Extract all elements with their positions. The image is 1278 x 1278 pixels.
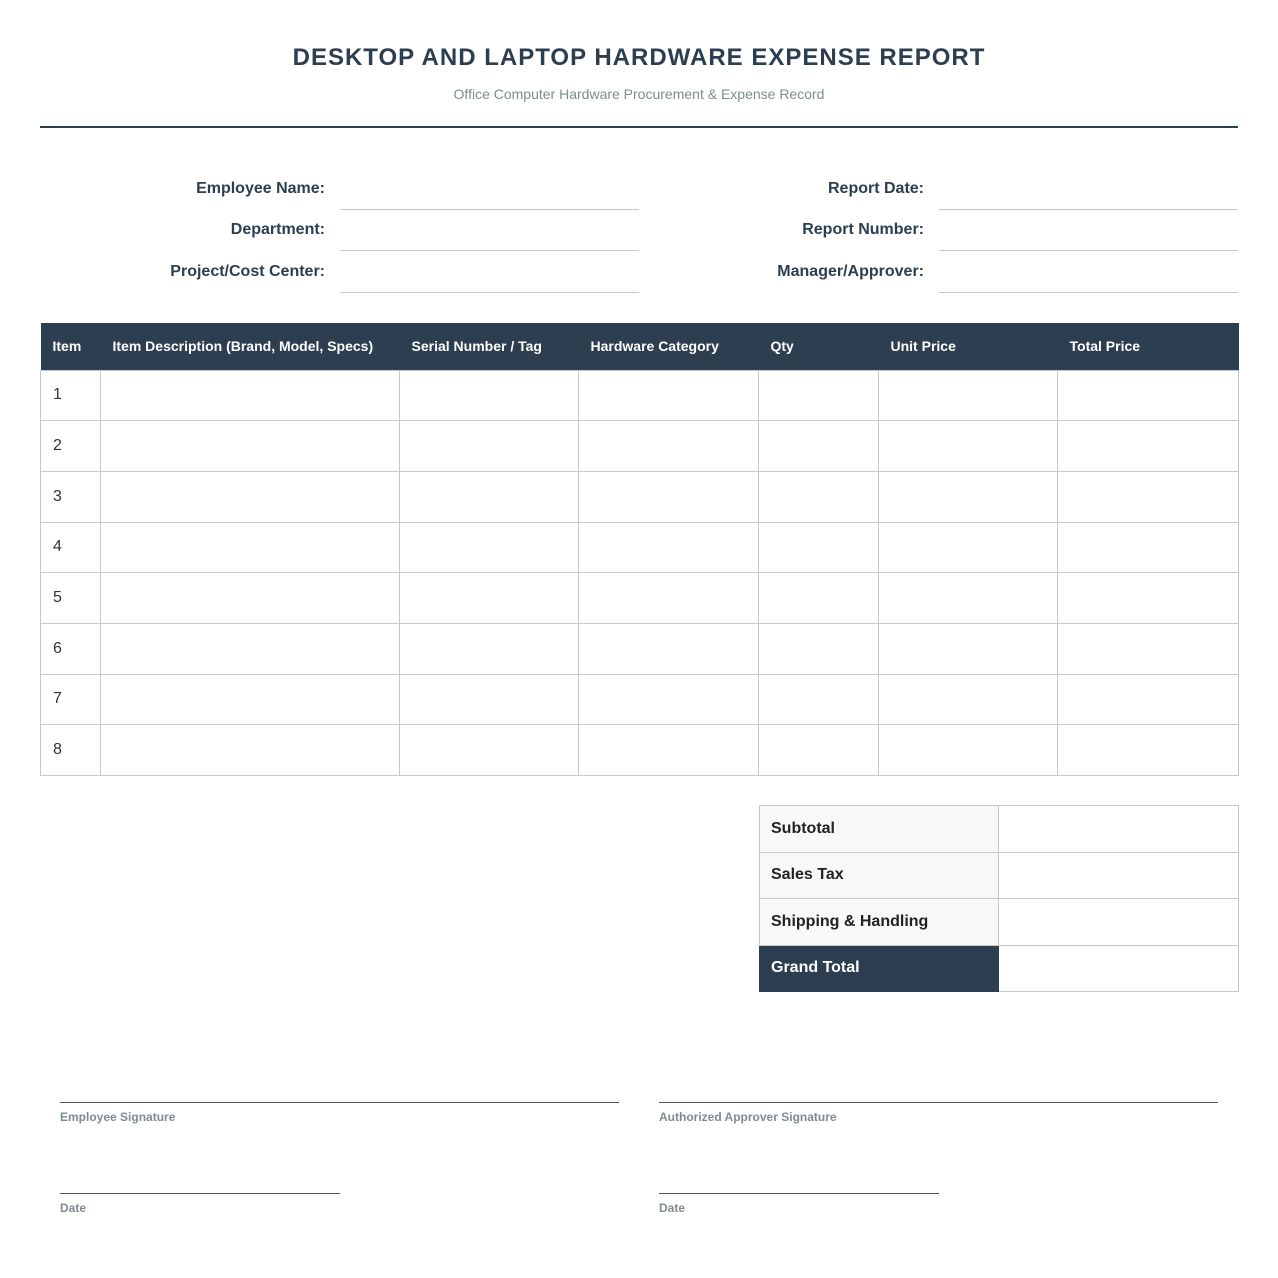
item-number: 3 xyxy=(41,471,101,522)
unit-price-cell[interactable] xyxy=(879,573,1058,624)
serial-cell[interactable] xyxy=(400,573,579,624)
qty-cell[interactable] xyxy=(759,421,879,472)
approver-date-label: Date xyxy=(659,1201,686,1215)
grand-total-row xyxy=(760,945,1239,992)
category-cell[interactable] xyxy=(579,471,759,522)
table-header-row xyxy=(41,323,1239,370)
total-price-cell[interactable] xyxy=(1058,522,1239,573)
unit-price-cell[interactable] xyxy=(879,623,1058,674)
table-row xyxy=(41,370,1239,421)
employee-date-line[interactable] xyxy=(60,1193,340,1194)
unit-price-cell[interactable] xyxy=(879,725,1058,776)
employee-name-field[interactable] xyxy=(340,209,639,210)
page-subtitle: Office Computer Hardware Procurement & Expense Record xyxy=(453,86,825,102)
serial-cell[interactable] xyxy=(400,522,579,573)
column-header-description: Item Description (Brand, Model, Specs) xyxy=(101,323,400,370)
total-price-cell[interactable] xyxy=(1058,421,1239,472)
category-cell[interactable] xyxy=(579,725,759,776)
sales-tax-value[interactable] xyxy=(999,852,1239,899)
report-header xyxy=(40,0,1238,128)
manager-approver-field[interactable] xyxy=(939,292,1238,293)
qty-cell[interactable] xyxy=(759,623,879,674)
report-number-label: Report Number: xyxy=(802,221,924,238)
column-header-total-price: Total Price xyxy=(1058,323,1239,370)
unit-price-cell[interactable] xyxy=(879,471,1058,522)
column-header-serial: Serial Number / Tag xyxy=(400,323,579,370)
serial-cell[interactable] xyxy=(400,471,579,522)
table-row xyxy=(41,471,1239,522)
table-row xyxy=(41,674,1239,725)
description-cell[interactable] xyxy=(101,623,400,674)
unit-price-cell[interactable] xyxy=(879,370,1058,421)
table-row xyxy=(41,573,1239,624)
grand-total-value[interactable] xyxy=(999,945,1239,992)
page-title: DESKTOP AND LAPTOP HARDWARE EXPENSE REPORT xyxy=(292,44,986,71)
description-cell[interactable] xyxy=(101,725,400,776)
item-number: 6 xyxy=(41,623,101,674)
category-cell[interactable] xyxy=(579,522,759,573)
totals-table xyxy=(759,805,1239,992)
approver-signature-label: Authorized Approver Signature xyxy=(659,1110,837,1124)
table-row xyxy=(41,725,1239,776)
report-date-label: Report Date: xyxy=(827,180,924,197)
item-number: 7 xyxy=(41,674,101,725)
qty-cell[interactable] xyxy=(759,674,879,725)
column-header-qty: Qty xyxy=(759,323,879,370)
employee-date-label: Date xyxy=(60,1201,87,1215)
shipping-value[interactable] xyxy=(999,899,1239,946)
report-number-field[interactable] xyxy=(939,250,1238,251)
column-header-item: Item xyxy=(41,323,101,370)
unit-price-cell[interactable] xyxy=(879,674,1058,725)
column-header-unit-price: Unit Price xyxy=(879,323,1058,370)
item-number: 1 xyxy=(41,370,101,421)
qty-cell[interactable] xyxy=(759,370,879,421)
total-price-cell[interactable] xyxy=(1058,725,1239,776)
item-number: 2 xyxy=(41,421,101,472)
category-cell[interactable] xyxy=(579,421,759,472)
project-cost-center-label: Project/Cost Center: xyxy=(170,263,325,280)
column-header-category: Hardware Category xyxy=(579,323,759,370)
total-price-cell[interactable] xyxy=(1058,674,1239,725)
report-date-field[interactable] xyxy=(939,209,1238,210)
category-cell[interactable] xyxy=(579,573,759,624)
serial-cell[interactable] xyxy=(400,725,579,776)
subtotal-row xyxy=(760,806,1239,853)
total-price-cell[interactable] xyxy=(1058,623,1239,674)
grand-total-label: Grand Total xyxy=(760,945,999,992)
table-row xyxy=(41,522,1239,573)
serial-cell[interactable] xyxy=(400,623,579,674)
description-cell[interactable] xyxy=(101,573,400,624)
description-cell[interactable] xyxy=(101,471,400,522)
item-number: 4 xyxy=(41,522,101,573)
category-cell[interactable] xyxy=(579,370,759,421)
description-cell[interactable] xyxy=(101,421,400,472)
manager-approver-label: Manager/Approver: xyxy=(777,263,924,280)
qty-cell[interactable] xyxy=(759,573,879,624)
table-row xyxy=(41,623,1239,674)
employee-name-label: Employee Name: xyxy=(196,180,325,197)
shipping-label: Shipping & Handling xyxy=(760,899,999,946)
category-cell[interactable] xyxy=(579,674,759,725)
serial-cell[interactable] xyxy=(400,674,579,725)
hardware-items-table xyxy=(40,323,1239,776)
employee-signature-line[interactable] xyxy=(60,1102,619,1103)
unit-price-cell[interactable] xyxy=(879,522,1058,573)
item-number: 8 xyxy=(41,725,101,776)
description-cell[interactable] xyxy=(101,522,400,573)
department-label: Department: xyxy=(230,221,325,238)
serial-cell[interactable] xyxy=(400,370,579,421)
department-field[interactable] xyxy=(340,250,639,251)
total-price-cell[interactable] xyxy=(1058,370,1239,421)
category-cell[interactable] xyxy=(579,623,759,674)
project-cost-center-field[interactable] xyxy=(340,292,639,293)
sales-tax-label: Sales Tax xyxy=(760,852,999,899)
qty-cell[interactable] xyxy=(759,725,879,776)
approver-date-line[interactable] xyxy=(659,1193,939,1194)
shipping-row xyxy=(760,899,1239,946)
description-cell[interactable] xyxy=(101,370,400,421)
description-cell[interactable] xyxy=(101,674,400,725)
approver-signature-line[interactable] xyxy=(659,1102,1218,1103)
item-number: 5 xyxy=(41,573,101,624)
subtotal-value[interactable] xyxy=(999,806,1239,853)
sales-tax-row xyxy=(760,852,1239,899)
total-price-cell[interactable] xyxy=(1058,573,1239,624)
subtotal-label: Subtotal xyxy=(760,806,999,853)
unit-price-cell[interactable] xyxy=(879,421,1058,472)
total-price-cell[interactable] xyxy=(1058,471,1239,522)
qty-cell[interactable] xyxy=(759,522,879,573)
employee-signature-label: Employee Signature xyxy=(60,1110,176,1124)
table-row xyxy=(41,421,1239,472)
qty-cell[interactable] xyxy=(759,471,879,522)
serial-cell[interactable] xyxy=(400,421,579,472)
